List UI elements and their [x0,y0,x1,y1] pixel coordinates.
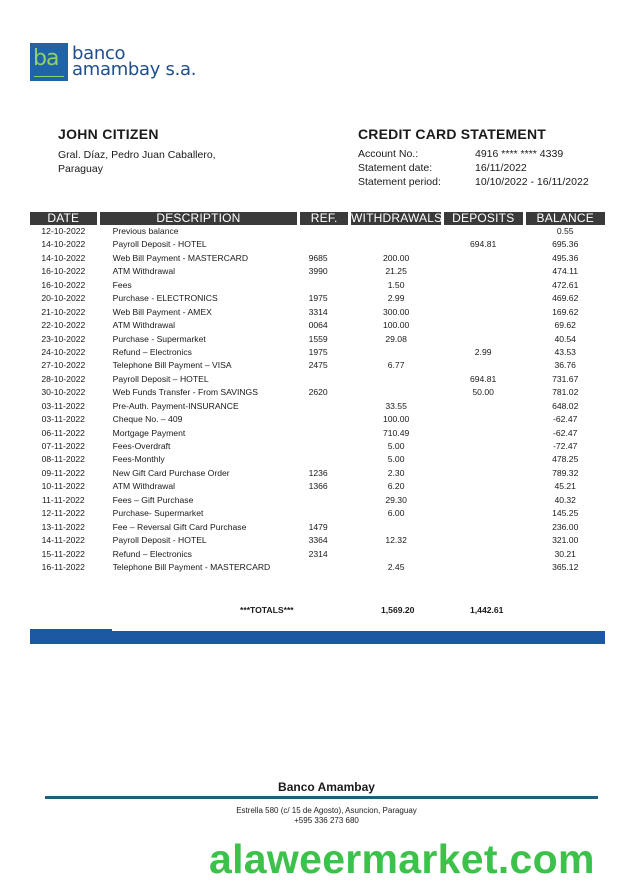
cell-date: 03-11-2022 [41,414,85,425]
cell-deposit: 2.99 [474,346,492,357]
cell-balance: 0.55 [556,226,574,236]
table-row [30,292,605,305]
bank-logo [30,43,196,81]
cell-description: ATM Withdrawal [112,266,176,277]
table-row [30,548,605,561]
cell-withdrawal: 100.00 [382,320,410,331]
cell-date: 27-10-2022 [41,360,86,371]
cell-withdrawal [351,346,441,359]
cell-deposit [444,319,523,332]
table-row [30,427,605,440]
logo-mark-text: ba [33,46,59,71]
cell-balance: 40.54 [554,333,576,344]
cell-date: 12-11-2022 [41,508,85,519]
totals-deposits: 1,442.61 [470,605,504,615]
cell-description: Fees – Gift Purchase [112,494,194,505]
logo-line-2: amambay s.a. [72,59,197,80]
table-row [30,480,605,493]
cell-date: 28-10-2022 [41,373,86,384]
cell-date: 14-10-2022 [41,252,86,263]
statement-date-row [358,161,589,175]
table-row [30,238,605,251]
cell-description: Purchase - Supermarket [112,333,206,344]
cell-withdrawal: 5.00 [387,441,405,451]
cell-date: 24-10-2022 [41,346,86,357]
header-withdrawals: WITHDRAWALS [351,211,443,225]
table-row [30,453,605,466]
cell-description: Payroll Deposit – HOTEL [112,373,209,384]
account-number-value: 4916 **** **** 4339 [475,148,564,160]
statement-title: CREDIT CARD STATEMENT [358,126,547,142]
cell-balance: 789.32 [552,467,579,478]
cell-balance: 145.25 [552,508,579,519]
cell-balance: 365.12 [552,561,579,572]
cell-deposit [444,521,523,534]
cell-deposit [444,252,523,265]
cell-deposit [444,333,523,346]
account-number-row [358,147,589,161]
cell-balance: 45.21 [554,481,576,492]
cell-deposit [444,440,523,453]
cell-deposit [444,427,523,440]
cell-ref: 1975 [308,293,328,304]
table-row [30,306,605,319]
cell-description: Purchase- Supermarket [112,508,204,519]
cell-balance: 321.00 [552,535,579,546]
cell-balance: 69.62 [554,320,576,331]
table-row [30,386,605,399]
cell-ref [301,413,349,426]
cell-deposit [444,265,523,278]
cell-withdrawal: 1.50 [387,279,405,290]
cell-description: Fees [112,279,132,290]
cell-date: 11-11-2022 [41,494,85,505]
cell-deposit [444,453,523,466]
cell-balance: 474.11 [552,266,579,277]
footer-address: Estrella 580 (c/ 15 de Agosto), Asuncion, Paraguay [236,806,417,815]
cell-ref: 2314 [308,548,328,559]
customer-address-line-1: Gral. Díaz, Pedro Juan Caballero, [58,149,216,161]
table-row [30,400,605,413]
cell-date: 22-10-2022 [41,320,86,331]
cell-withdrawal: 5.00 [387,454,405,465]
cell-date: 12-10-2022 [41,226,86,236]
cell-ref: 2475 [308,360,328,371]
statement-info [358,147,589,189]
header-description: DESCRIPTION [100,212,298,225]
cell-balance: 236.00 [552,521,579,532]
cell-description: Cheque No. – 409 [112,414,183,425]
cell-description: Refund – Electronics [112,548,192,559]
customer-name: JOHN CITIZEN [58,126,159,142]
cell-withdrawal: 200.00 [382,252,410,263]
cell-withdrawal: 33.55 [385,400,407,411]
cell-deposit [444,359,523,372]
logo-mark-icon [30,43,68,81]
cell-withdrawal: 2.30 [387,467,405,478]
table-row [30,467,605,480]
table-row [30,521,605,534]
cell-deposit [444,306,523,319]
cell-balance: -62.47 [553,427,578,438]
cell-ref: 2620 [308,387,328,398]
cell-deposit [444,534,523,547]
cell-deposit [444,507,523,520]
statement-date-value: 16/11/2022 [475,162,527,174]
totals-label: ***TOTALS*** [240,605,294,615]
cell-ref [301,427,349,440]
footer-divider [45,796,598,799]
cell-withdrawal [351,225,441,238]
cell-deposit: 694.81 [470,373,497,384]
cell-ref: 9685 [308,252,328,263]
header-date: DATE [30,212,97,225]
cell-description: Telephone Bill Payment - MASTERCARD [112,561,271,572]
cell-deposit [444,480,523,493]
cell-ref: 1559 [308,333,328,344]
divider-bar [30,631,605,644]
cell-withdrawal [351,386,441,399]
header-deposits: DEPOSITS [444,212,523,225]
logo-wordmark [72,43,197,80]
cell-ref: 1479 [308,521,328,532]
cell-deposit [444,548,523,561]
cell-deposit [444,413,523,426]
cell-balance: 43.53 [554,346,576,357]
table-row [30,507,605,520]
cell-withdrawal: 710.49 [382,427,410,438]
table-body [30,225,605,574]
cell-ref [301,400,349,413]
cell-withdrawal [351,521,441,534]
table-row [30,413,605,426]
cell-ref [301,225,349,238]
cell-withdrawal [351,548,441,561]
cell-deposit [444,467,523,480]
cell-description: Fees-Monthly [112,454,165,465]
cell-date: 09-11-2022 [41,467,85,478]
cell-balance: -62.47 [553,414,578,425]
table-row [30,359,605,372]
cell-description: ATM Withdrawal [112,320,176,331]
cell-date: 21-10-2022 [41,306,86,317]
cell-date: 06-11-2022 [41,427,85,438]
cell-description: New Gift Card Purchase Order [112,467,230,478]
cell-ref [301,373,349,386]
cell-description: ATM Withdrawal [112,481,176,492]
cell-date: 16-11-2022 [41,561,85,572]
cell-date: 23-10-2022 [41,333,86,344]
footer-bank-name: Banco Amambay [278,780,375,794]
statement-period-row [358,175,589,189]
table-row [30,319,605,332]
table-row [30,333,605,346]
cell-ref [301,561,349,574]
footer-contact [0,806,631,826]
cell-ref: 3364 [308,535,328,546]
cell-description: Previous balance [112,226,179,236]
cell-ref: 0064 [308,320,328,331]
table-row [30,265,605,278]
cell-deposit: 50.00 [472,387,494,398]
totals-withdrawals: 1,569.20 [381,605,415,615]
cell-date: 07-11-2022 [41,441,85,451]
cell-date: 13-11-2022 [41,521,85,532]
customer-address-line-2: Paraguay [58,163,103,175]
cell-balance: 36.76 [554,360,576,371]
cell-balance: 695.36 [552,239,579,250]
cell-description: Pre-Auth. Payment-INSURANCE [112,400,239,411]
cell-date: 10-11-2022 [41,481,85,492]
cell-ref [301,507,349,520]
cell-ref: 1366 [308,481,328,492]
cell-ref: 3314 [308,306,328,317]
cell-balance: 495.36 [552,252,579,263]
cell-withdrawal: 6.20 [387,481,405,492]
table-row [30,561,605,574]
cell-balance: 469.62 [552,293,579,304]
cell-balance: 731.67 [552,373,579,384]
cell-date: 08-11-2022 [41,454,85,465]
cell-date: 30-10-2022 [41,387,86,398]
cell-date: 16-10-2022 [41,279,86,290]
header-balance: BALANCE [526,212,606,225]
cell-deposit [444,494,523,507]
transactions-table [30,212,605,574]
cell-withdrawal: 21.25 [385,266,407,277]
statement-period-label: Statement period: [358,176,441,188]
cell-description: Web Bill Payment - AMEX [112,306,212,317]
cell-withdrawal: 29.08 [385,333,407,344]
header-ref: REF. [300,212,348,225]
cell-ref [301,238,349,251]
cell-withdrawal: 2.99 [387,293,405,304]
cell-withdrawal [351,238,441,251]
cell-deposit: 694.81 [470,239,497,250]
account-number-label: Account No.: [358,148,419,160]
cell-ref: 3990 [308,266,328,277]
table-row [30,440,605,453]
cell-description: Fee – Reversal Gift Card Purchase [112,521,247,532]
cell-description: Purchase - ELECTRONICS [112,293,218,304]
cell-balance: 40.32 [554,494,576,505]
cell-ref: 1975 [308,346,328,357]
cell-withdrawal: 29.30 [385,494,407,505]
cell-withdrawal: 300.00 [382,306,410,317]
cell-date: 03-11-2022 [41,400,85,411]
cell-deposit [444,400,523,413]
table-row [30,279,605,292]
cell-balance: 169.62 [552,306,579,317]
cell-description: Web Bill Payment - MASTERCARD [112,252,249,263]
table-row [30,252,605,265]
cell-date: 14-10-2022 [41,239,86,250]
cell-withdrawal: 6.00 [387,508,405,519]
cell-withdrawal: 2.45 [387,561,405,572]
cell-description: Telephone Bill Payment – VISA [112,360,232,371]
cell-ref [301,440,349,453]
cell-description: Fees-Overdraft [112,441,171,451]
cell-balance: 472.61 [552,279,579,290]
logo-line-1: banco [72,43,126,64]
statement-period-value: 10/10/2022 - 16/11/2022 [475,176,589,188]
cell-balance: 648.02 [552,400,579,411]
cell-deposit [444,279,523,292]
cell-deposit [444,561,523,574]
cell-description: Payroll Deposit - HOTEL [112,535,207,546]
table-row [30,494,605,507]
cell-balance: 781.02 [552,387,579,398]
customer-address [58,148,216,176]
watermark-text: alaweermarket.com [209,836,595,882]
table-header [30,212,605,225]
cell-withdrawal: 6.77 [387,360,405,371]
table-row [30,225,605,238]
cell-withdrawal: 12.32 [385,535,407,546]
cell-date: 15-11-2022 [41,548,85,559]
cell-description: Web Funds Transfer - From SAVINGS [112,387,258,398]
cell-withdrawal: 100.00 [382,414,410,425]
cell-ref [301,453,349,466]
cell-date: 20-10-2022 [41,293,86,304]
statement-date-label: Statement date: [358,162,433,174]
cell-balance: -72.47 [553,441,578,451]
cell-date: 16-10-2022 [41,266,86,277]
cell-deposit [444,225,523,238]
footer-phone: +595 336 273 680 [294,816,359,825]
cell-deposit [444,292,523,305]
cell-withdrawal [351,373,441,386]
cell-description: Refund – Electronics [112,346,192,357]
cell-ref [301,279,349,292]
table-row [30,534,605,547]
cell-description: Mortgage Payment [112,427,186,438]
cell-date: 14-11-2022 [41,535,85,546]
cell-ref: 1236 [308,467,328,478]
cell-description: Payroll Deposit - HOTEL [112,239,207,250]
cell-balance: 478.25 [552,454,579,465]
cell-ref [301,494,349,507]
cell-balance: 30.21 [554,548,576,559]
table-row [30,346,605,359]
table-row [30,373,605,386]
